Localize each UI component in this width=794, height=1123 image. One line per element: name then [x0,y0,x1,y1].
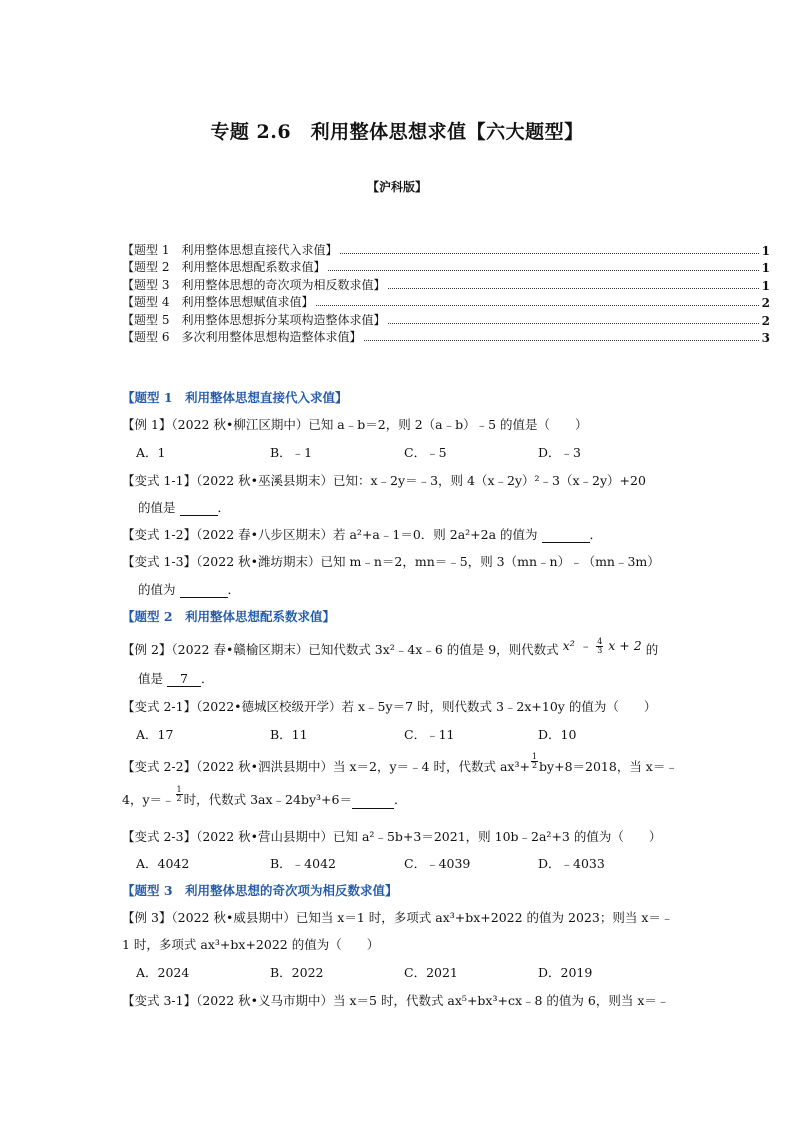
variant-1-2-question [122,525,602,543]
toc-item-page: 1 [761,278,770,293]
toc-item[interactable] [122,328,770,346]
variant-2-2-continuation [122,785,407,809]
expression-part: x² ﹣ [562,638,592,653]
fraction-numerator: 1 [176,785,182,794]
example-2-continuation [138,669,214,687]
answer-blank[interactable] [542,529,590,543]
variant-1-3-question: 【变式 1-3】（2022 秋•潍坊期末）已知 m﹣n＝2，mn＝﹣5，则 3（mn﹣n）﹣（mn﹣3m） [122,554,660,569]
toc-leader [364,339,758,341]
answer-blank[interactable]: 7 [167,671,201,687]
period: ． [589,527,603,542]
option-b[interactable]: B．2022 [270,965,324,980]
answer-blank[interactable] [352,795,394,809]
toc-item-label: 【题型 4 利用整体思想赋值求值】 [122,295,314,309]
option-d[interactable]: D．10 [538,727,577,742]
toc-item-page: 3 [761,331,770,345]
fraction [531,753,538,770]
answer-blank[interactable] [180,584,228,598]
fraction-denominator: 2 [176,794,182,803]
toc-item-label: 【题型 2 利用整体思想配系数求值】 [122,260,326,274]
variant-1-3-text: 的值为 [138,582,176,597]
toc-item[interactable] [122,275,770,293]
table-of-contents [122,240,770,345]
period: ． [217,500,231,515]
fraction-denominator: 3 [597,646,603,655]
expression-part: x + 2 [608,638,642,653]
example-3-options [136,963,672,981]
example-1-question: 【例 1】（2022 秋•柳江区期中）已知 a﹣b＝2，则 2（a﹣b）﹣5 的值是（ ） [122,417,588,432]
option-d[interactable]: D．﹣4033 [538,856,605,871]
section-heading-3: 【题型 3 利用整体思想的奇次项为相反数求值】 [122,883,398,898]
section-heading-2: 【题型 2 利用整体思想配系数求值】 [122,609,336,624]
fraction-numerator: 1 [531,752,538,761]
option-c[interactable]: C．﹣5 [404,445,447,460]
variant-2-1-question: 【变式 2-1】（2022•德城区校级开学）若 x﹣5y＝7 时，则代数式 3﹣2x+10y 的值为（ ） [122,699,657,714]
variant-2-3-question: 【变式 2-3】（2022 秋•营山县期中）已知 a²﹣5b+3＝2021，则 10b﹣2a²+3 的值为（ ） [122,829,662,844]
toc-item[interactable] [122,258,770,276]
toc-item[interactable] [122,293,770,311]
example-2-label: 值是 [138,671,164,686]
option-c[interactable]: C．2021 [404,965,458,980]
toc-item-page: 2 [761,296,770,310]
toc-item[interactable] [122,240,770,258]
period: ． [227,582,241,597]
option-a[interactable]: A．17 [136,727,174,742]
page-title: 专题 2.6 利用整体思想求值【六大题型】 [210,121,584,143]
period: ． [393,792,407,807]
toc-item-label: 【题型 5 利用整体思想拆分某项构造整体求值】 [122,312,386,327]
option-b[interactable]: B．11 [270,727,308,742]
variant-1-1-text: 的值是 [138,500,176,515]
toc-item-page: 2 [761,313,770,328]
variant-2-2-text: 【变式 2-2】（2022 秋•泗洪县期中）当 x＝2，y＝﹣4 时，代数式 ax³+ [122,759,530,774]
toc-leader [316,304,758,306]
toc-item-page: 1 [761,243,770,258]
toc-leader [388,322,758,324]
toc-item[interactable] [122,310,770,328]
toc-leader [388,287,758,289]
variant-3-1-question: 【变式 3-1】（2022 秋•义马市期中）当 x＝5 时，代数式 ax⁵+bx³+cx﹣8 的值为 6，则当 x＝﹣ [122,993,670,1008]
variant-2-2-text-end: by+8＝2018，当 x＝﹣ [539,759,678,774]
example-3-continuation: 1 时，多项式 ax³+bx+2022 的值为（ ） [122,937,380,952]
option-c[interactable]: C．﹣11 [404,727,455,742]
variant-2-2-text: 4，y＝﹣ [122,792,175,807]
option-a[interactable]: A．1 [136,445,166,460]
fraction [176,786,183,803]
variant-2-2-question [122,752,678,776]
fraction-numerator: 4 [597,637,603,646]
variant-2-1-options [136,725,672,743]
answer-blank[interactable] [180,502,218,516]
option-a[interactable]: A．4042 [136,856,190,871]
variant-1-1-continuation [138,498,230,516]
toc-item-label: 【题型 3 利用整体思想的奇次项为相反数求值】 [122,277,386,292]
section-heading-1: 【题型 1 利用整体思想直接代入求值】 [122,390,348,405]
variant-1-3-continuation [138,580,240,598]
option-b[interactable]: B．﹣4042 [270,856,336,871]
period: ． [201,671,214,686]
option-d[interactable]: D．﹣3 [538,445,581,460]
option-a[interactable]: A．2024 [136,965,190,980]
variant-2-2-text-end: 时，代数式 3ax﹣24by³+6＝ [183,792,352,807]
edition-label: 【沪科版】 [366,180,427,194]
variant-1-1-question: 【变式 1-1】（2022 秋•巫溪县期末）已知：x﹣2y＝﹣3，则 4（x﹣2y）²﹣3（x﹣2y）+20 [122,473,646,488]
option-c[interactable]: C．﹣4039 [404,856,471,871]
example-3-question: 【例 3】（2022 秋•威县期中）已知当 x＝1 时，多项式 ax³+bx+2022 的值为 2023；则当 x＝﹣ [122,910,674,925]
variant-2-3-options [136,854,672,872]
fraction [596,638,603,655]
example-1-options [136,443,672,461]
toc-leader [340,252,758,254]
option-d[interactable]: D．2019 [538,965,593,980]
example-2-text: 【例 2】（2022 春•赣榆区期末）已知代数式 3x²﹣4x﹣6 的值是 9，则代数式 [122,642,559,657]
example-2-question [122,637,659,659]
example-2-text-end: 的 [645,642,659,657]
variant-1-2-text: 【变式 1-2】（2022 春•八步区期末）若 a²+a﹣1＝0．则 2a²+2a 的值为 [122,527,538,542]
toc-item-page: 1 [761,261,770,275]
toc-leader [328,269,758,271]
toc-item-label: 【题型 1 利用整体思想直接代入求值】 [122,242,338,257]
option-b[interactable]: B．﹣1 [270,445,313,460]
fraction-denominator: 2 [531,761,538,770]
toc-item-label: 【题型 6 多次利用整体思想构造整体求值】 [122,330,362,344]
